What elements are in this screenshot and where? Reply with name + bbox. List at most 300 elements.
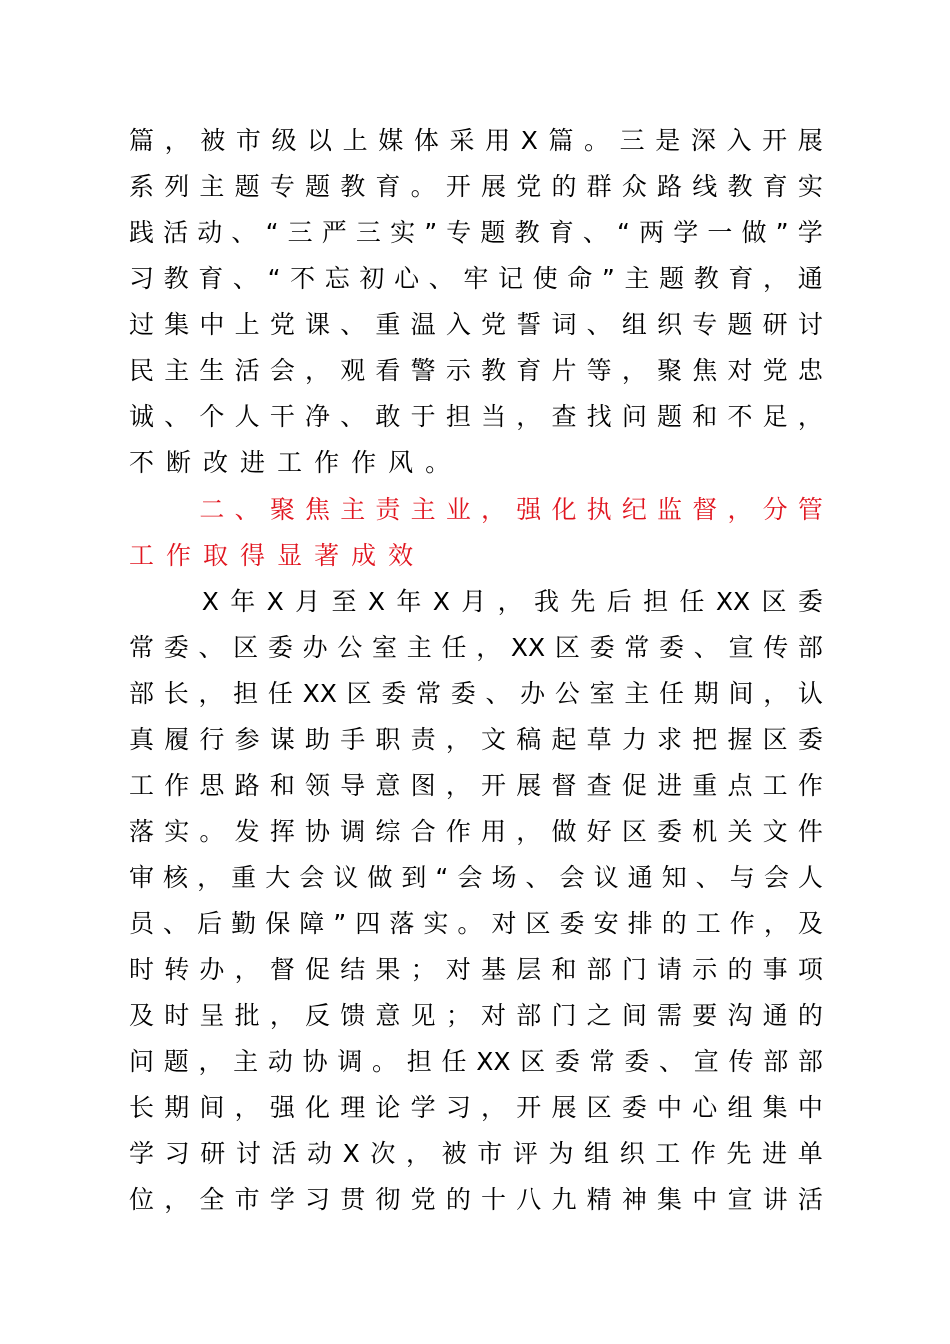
text-char: 期 (693, 679, 719, 708)
text-char: 作 (166, 541, 192, 570)
text-char: 文 (762, 817, 788, 846)
text-char: 级 (271, 126, 297, 155)
text-char (165, 579, 190, 625)
text-char: 部 (797, 633, 823, 662)
text-char: 进 (762, 1139, 788, 1168)
text-char: 九 (551, 1185, 577, 1214)
text-char: 主 (624, 679, 650, 708)
text-char: 中 (692, 1185, 718, 1214)
text-char: 工 (655, 1139, 681, 1168)
text-char: 、 (164, 402, 190, 431)
text-char: 习 (164, 1139, 190, 1168)
text-char: 、 (234, 495, 260, 524)
text-char: 效 (388, 541, 414, 570)
text-char: 参 (234, 725, 260, 754)
text-char: 起 (551, 725, 577, 754)
text-char: 通 (797, 264, 823, 293)
text-char: ， (164, 1185, 190, 1214)
text-char: 及 (797, 909, 823, 938)
text-char: 主 (406, 633, 432, 662)
text-char: 会 (269, 356, 295, 385)
text-char: 以 (307, 126, 333, 155)
text-char: 、 (586, 310, 612, 339)
text-line (129, 717, 823, 763)
text-char: 区 (762, 725, 788, 754)
text-char: 业 (445, 495, 471, 524)
text-char: 三 (287, 218, 313, 247)
text-char: 调 (337, 1047, 363, 1076)
text-char: 长 (129, 1093, 155, 1122)
text-char: 被 (441, 1139, 467, 1168)
text-char: 党 (410, 1185, 436, 1214)
text-char: 工 (695, 909, 721, 938)
text-char: 词 (551, 310, 577, 339)
text-char: 对 (445, 955, 471, 984)
text-char: 深 (690, 126, 716, 155)
text-char: 育 (728, 264, 754, 293)
text-char: 作 (797, 771, 823, 800)
text-char: 敢 (375, 402, 401, 431)
text-char: 市 (234, 1185, 260, 1214)
text-char: 要 (692, 1001, 718, 1030)
text-char: 开 (481, 771, 507, 800)
text-char: ， (269, 1001, 295, 1030)
text-char: 思 (199, 771, 225, 800)
text-line (129, 671, 823, 717)
text-char: 群 (586, 172, 612, 201)
text-char: 大 (265, 863, 291, 892)
text-char: ， (445, 771, 471, 800)
text-char: 审 (129, 863, 155, 892)
text-char: 文 (481, 725, 507, 754)
text-char: 担 (445, 402, 471, 431)
text-char: 部 (129, 679, 155, 708)
text-char: 沟 (727, 1001, 753, 1030)
text-char: 众 (621, 172, 647, 201)
text-char: 记 (497, 264, 523, 293)
text-char (129, 579, 154, 625)
text-char: 问 (129, 1047, 155, 1076)
text-char: 教 (481, 356, 507, 385)
text-char: 取 (203, 541, 229, 570)
text-line (129, 809, 823, 855)
text-char: 部 (516, 1001, 542, 1030)
text-char: 习 (129, 264, 155, 293)
text-char: 初 (359, 264, 385, 293)
text-char: 问 (621, 402, 647, 431)
text-line (129, 947, 823, 993)
text-char: 采 (449, 126, 475, 155)
text-char: 市 (477, 1139, 503, 1168)
text-char: 风 (388, 448, 414, 477)
text-char: 通 (762, 1001, 788, 1030)
text-char: 间 (621, 1001, 647, 1030)
text-line (129, 1131, 823, 1177)
text-char: 重 (231, 863, 257, 892)
text-char: 项 (797, 955, 823, 984)
text-char: 宣 (693, 1047, 719, 1076)
text-char: 发 (234, 817, 260, 846)
text-char: 组 (584, 1139, 610, 1168)
text-char: 委 (554, 1047, 580, 1076)
text-char: 著 (314, 541, 340, 570)
text-char: 使 (532, 264, 558, 293)
text-char: 学 (410, 1093, 436, 1122)
text-char: 区 (525, 909, 551, 938)
text-char: 评 (512, 1139, 538, 1168)
text-char: 中 (797, 1093, 823, 1122)
text-char: 是 (655, 126, 681, 155)
text-char: 精 (586, 1185, 612, 1214)
text-char: ” (775, 218, 789, 247)
text-char: 主 (410, 495, 436, 524)
text-char: 、 (232, 264, 258, 293)
text-char: 作 (314, 448, 340, 477)
text-char: 入 (445, 310, 471, 339)
text-char: 成 (351, 541, 377, 570)
text-char: ， (797, 402, 823, 431)
text-char: 题 (234, 172, 260, 201)
text-line (129, 579, 823, 625)
text-char: 警 (410, 356, 436, 385)
text-char: 草 (586, 725, 612, 754)
text-char: 请 (657, 955, 683, 984)
text-char: 重 (375, 310, 401, 339)
text-line (129, 1085, 823, 1131)
text-char: 中 (657, 1093, 683, 1122)
text-char: 不 (727, 402, 753, 431)
text-char: 党 (516, 172, 542, 201)
text-char: 合 (410, 817, 436, 846)
text-char: 主 (199, 172, 225, 201)
text-char: 育 (198, 264, 224, 293)
text-char: ； (410, 955, 436, 984)
text-char: 室 (589, 679, 615, 708)
text-char: 之 (586, 1001, 612, 1030)
text-char: 工 (129, 541, 155, 570)
text-char: 门 (621, 955, 647, 984)
text-char: 会 (457, 863, 483, 892)
text-char: 员 (129, 909, 155, 938)
text-char: 示 (445, 356, 471, 385)
text-char: 组 (727, 1093, 753, 1122)
text-char: ” (424, 218, 438, 247)
text-char: 题 (163, 1047, 189, 1076)
text-char: 长 (163, 679, 189, 708)
text-char: 温 (410, 310, 436, 339)
text-char: 期 (164, 1093, 190, 1122)
text-line (129, 302, 823, 348)
text-char: 用 (485, 126, 511, 155)
text-char: 职 (375, 725, 401, 754)
text-char: 及 (129, 1001, 155, 1030)
text-char: 四 (355, 909, 381, 938)
text-char: ， (406, 1139, 432, 1168)
text-char: 年 (230, 587, 256, 616)
text-char: 担 (233, 679, 259, 708)
text-char: 委 (163, 633, 189, 662)
text-char: 过 (129, 310, 155, 339)
text-char: 常 (129, 633, 155, 662)
text-char: 开 (762, 126, 788, 155)
text-char: 至 (331, 587, 357, 616)
text-char: 活 (271, 1139, 297, 1168)
text-char: 为 (548, 1139, 574, 1168)
text-char: 和 (269, 771, 295, 800)
text-char: X (367, 587, 386, 616)
text-char: 综 (375, 817, 401, 846)
text-char: XX (715, 587, 751, 616)
text-char: 民 (129, 356, 155, 385)
text-char: 场 (491, 863, 517, 892)
text-char: 力 (621, 725, 647, 754)
text-char: 常 (416, 679, 442, 708)
text-char: 月 (295, 587, 321, 616)
text-char: 见 (410, 1001, 436, 1030)
text-char: 展 (551, 1093, 577, 1122)
text-char: 履 (164, 725, 190, 754)
text-char: ， (305, 356, 331, 385)
text-char: 点 (727, 771, 753, 800)
text-char: 断 (166, 448, 192, 477)
text-char: 于 (410, 402, 436, 431)
text-char: 知 (661, 863, 687, 892)
text-char: 管 (797, 495, 823, 524)
text-char: 手 (340, 725, 366, 754)
text-char: 。 (457, 909, 483, 938)
text-char: 专 (692, 310, 718, 339)
text-char: 议 (333, 863, 359, 892)
text-char: 题 (659, 264, 685, 293)
text-char: 讲 (762, 1185, 788, 1214)
text-char: 区 (346, 679, 372, 708)
text-char: 果 (375, 955, 401, 984)
text-char: 篇 (129, 126, 155, 155)
text-char: 化 (551, 495, 577, 524)
text-char: “ (616, 218, 630, 247)
text-char: 聚 (657, 356, 683, 385)
text-char: 专 (269, 172, 295, 201)
text-char: 批 (234, 1001, 260, 1030)
text-char: 研 (200, 1139, 226, 1168)
text-char: 体 (413, 126, 439, 155)
text-char: 个 (199, 402, 225, 431)
text-char: 时 (164, 1001, 190, 1030)
text-char: ， (516, 817, 542, 846)
text-char: 学 (797, 218, 823, 247)
text-char: 展 (797, 126, 823, 155)
text-char: 当 (481, 402, 507, 431)
text-char: 宣 (728, 633, 754, 662)
text-char: ， (763, 909, 789, 938)
text-char: 先 (726, 1139, 752, 1168)
text-char: 题 (727, 310, 753, 339)
text-char: 好 (586, 817, 612, 846)
text-char: 议 (593, 863, 619, 892)
text-char: 责 (375, 495, 401, 524)
text-char: 督 (692, 495, 718, 524)
text-char: 区 (586, 1093, 612, 1122)
text-char: 改 (203, 448, 229, 477)
text-char: 集 (762, 1093, 788, 1122)
text-char: 聚 (269, 495, 295, 524)
text-char: 和 (692, 402, 718, 431)
text-char: 作 (445, 817, 471, 846)
text-char: 心 (394, 264, 420, 293)
text-char: 实 (423, 909, 449, 938)
text-char: ； (445, 1001, 471, 1030)
text-char: XX (476, 1047, 511, 1076)
text-char: 任 (659, 679, 685, 708)
text-char: ， (198, 1047, 224, 1076)
text-char: 讨 (235, 1139, 261, 1168)
text-char: 织 (619, 1139, 645, 1168)
text-char: 强 (516, 495, 542, 524)
text-char: 集 (164, 310, 190, 339)
text-char: 学 (673, 218, 699, 247)
text-char: 显 (277, 541, 303, 570)
text-char: 时 (129, 955, 155, 984)
text-char: 主 (624, 264, 650, 293)
text-char: 育 (375, 172, 401, 201)
text-char: 专 (446, 218, 472, 247)
text-char: 诚 (129, 402, 155, 431)
text-char: 基 (481, 955, 507, 984)
text-char: 、 (163, 909, 189, 938)
text-char: 不 (290, 264, 316, 293)
text-char: 线 (692, 172, 718, 201)
text-char: ， (198, 679, 224, 708)
text-char: 上 (342, 126, 368, 155)
text-char: 动 (267, 1047, 293, 1076)
text-char: 找 (586, 402, 612, 431)
text-char: 彻 (375, 1185, 401, 1214)
text-char: 区 (621, 817, 647, 846)
text-char: 公 (337, 633, 363, 662)
text-char: 任 (267, 679, 293, 708)
text-char: 反 (305, 1001, 331, 1030)
text-char: 育 (548, 218, 574, 247)
text-char: ， (497, 587, 523, 616)
text-char: 部 (586, 955, 612, 984)
text-char: 的 (445, 1185, 471, 1214)
text-char: 事 (762, 955, 788, 984)
text-char: 党 (269, 310, 295, 339)
text-char: 誓 (516, 310, 542, 339)
text-char: 忘 (324, 264, 350, 293)
text-char: 意 (375, 1001, 401, 1030)
text-char: 对 (481, 1001, 507, 1030)
text-char: 牢 (463, 264, 489, 293)
text-char: 后 (606, 587, 632, 616)
text-line (129, 118, 823, 164)
text-char: 全 (199, 1185, 225, 1214)
text-char: 作 (164, 771, 190, 800)
text-char: 促 (305, 955, 331, 984)
text-char: 担 (643, 587, 669, 616)
text-char: 、 (428, 264, 454, 293)
text-char: 示 (692, 955, 718, 984)
text-line (129, 855, 823, 901)
text-char: 、 (340, 402, 366, 431)
text-char: 织 (657, 310, 683, 339)
text-char: ， (516, 402, 542, 431)
text-char: 和 (551, 955, 577, 984)
text-char: “ (435, 863, 449, 892)
section-heading-line (129, 533, 823, 579)
text-char: 生 (199, 356, 225, 385)
text-char: XX (510, 633, 546, 662)
text-char: 教 (693, 264, 719, 293)
text-char: 常 (589, 1047, 615, 1076)
text-char: 意 (375, 771, 401, 800)
text-char: 严 (321, 218, 347, 247)
text-line (129, 1177, 823, 1223)
text-char: 上 (234, 310, 260, 339)
text-char: X (432, 587, 450, 616)
text-line (129, 256, 823, 302)
text-char: 转 (164, 955, 190, 984)
text-line (129, 348, 823, 394)
text-char: 忠 (797, 356, 823, 385)
text-char: 贯 (340, 1185, 366, 1214)
text-char: 。 (584, 126, 610, 155)
text-char: 实 (390, 218, 416, 247)
text-char: 安 (593, 909, 619, 938)
text-char: 任 (679, 587, 705, 616)
text-char: 论 (375, 1093, 401, 1122)
text-char: 区 (761, 587, 787, 616)
text-char: 委 (559, 909, 585, 938)
text-char: 实 (797, 172, 823, 201)
text-char: 委 (624, 1047, 650, 1076)
text-char: 、 (340, 310, 366, 339)
text-char: 馈 (340, 1001, 366, 1030)
text-char: 入 (726, 126, 752, 155)
text-char: 教 (340, 172, 366, 201)
text-char: 通 (627, 863, 653, 892)
text-char: 关 (727, 817, 753, 846)
text-char: 路 (657, 172, 683, 201)
text-char: ， (476, 633, 502, 662)
text-char: 集 (657, 1185, 683, 1214)
text-char: 、 (659, 1047, 685, 1076)
text-char: 列 (164, 172, 190, 201)
text-char: 理 (340, 1093, 366, 1122)
text-char: 作 (729, 909, 755, 938)
text-line (129, 164, 823, 210)
text-line (129, 394, 823, 440)
text-char: 委 (797, 587, 823, 616)
text-char: 做 (741, 218, 767, 247)
text-line (129, 625, 823, 671)
text-line (129, 763, 823, 809)
text-char: 协 (305, 817, 331, 846)
text-char: 进 (657, 771, 683, 800)
text-char: 十 (481, 1185, 507, 1214)
text-char: 单 (797, 1139, 823, 1168)
text-char: 动 (197, 218, 223, 247)
text-char: 观 (340, 356, 366, 385)
text-char: 育 (762, 172, 788, 201)
text-char: 认 (797, 679, 823, 708)
text-char: 党 (481, 310, 507, 339)
text-char: 主 (233, 1047, 259, 1076)
text-char: 工 (762, 771, 788, 800)
text-char: 协 (302, 1047, 328, 1076)
text-char: 两 (639, 218, 665, 247)
text-char: 讨 (797, 310, 823, 339)
